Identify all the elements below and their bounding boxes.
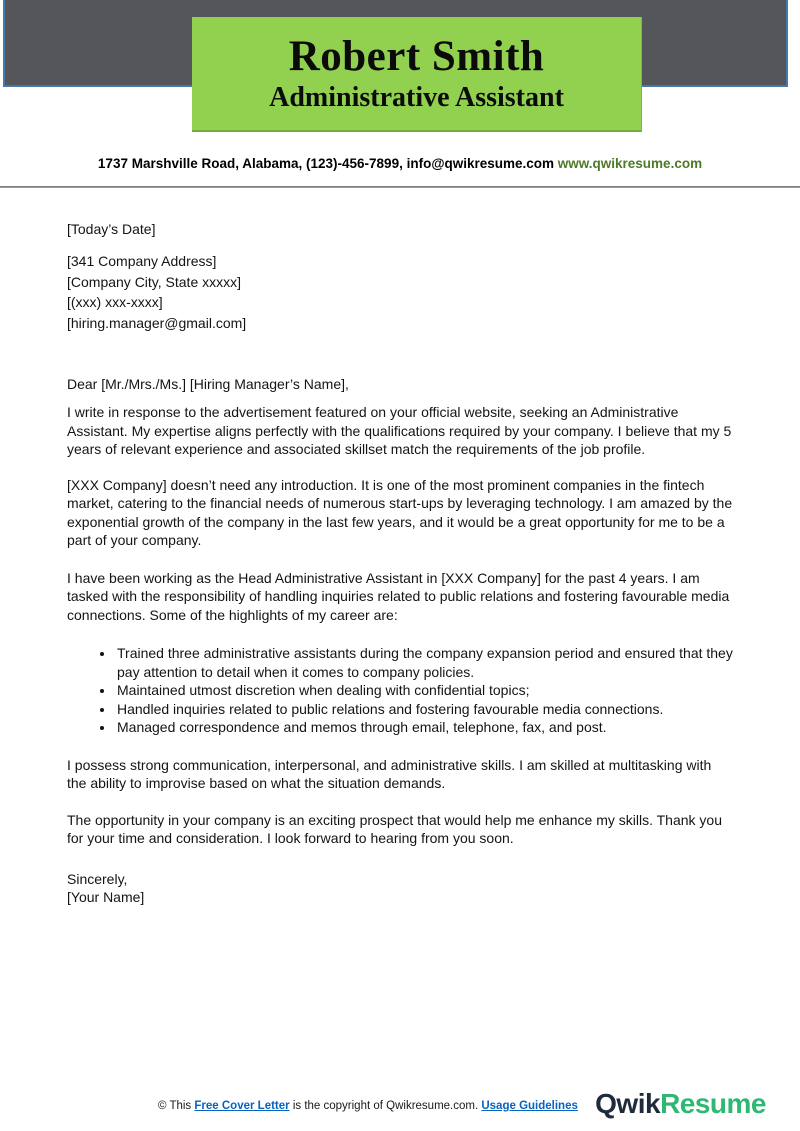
recipient-address-block	[67, 251, 733, 333]
copyright-prefix: © This	[158, 1100, 195, 1112]
qwikresume-logo	[595, 1088, 766, 1120]
person-name: Robert Smith	[288, 32, 545, 80]
address-line: [Company City, State xxxxx]	[67, 273, 242, 290]
list-item: • Maintained utmost discretion when dealing with confidential topics;	[115, 681, 733, 700]
address-line: [(xxx) xxx-xxxx]	[67, 294, 163, 310]
career-highlights-list	[67, 644, 733, 737]
paragraph-company: [XXX Company] doesn’t need any introduction. It is one of the most prominent companies in the fintech market, catering to the financial needs of numerous start-ups by leveraging technology. I am amazed by the exponential growth of the company in the last few years, and it would be a great opportunity for me to be a part of your company.	[67, 476, 733, 548]
salutation: Dear [Mr./Mrs./Ms.] [Hiring Manager’s Name],	[67, 376, 349, 392]
person-job-title: Administrative Assistant	[269, 81, 564, 113]
logo-part-resume: Resume	[660, 1088, 766, 1119]
copyright-line	[158, 1100, 578, 1112]
logo-part-qwik: Qwik	[595, 1088, 661, 1119]
name-plate	[192, 17, 642, 132]
paragraph-experience: I have been working as the Head Administrative Assistant in [XXX Company] for the past 4 years. I am tasked with the responsibility of handling inquiries related to public relations and fostering favourable media connections. Some of the highlights of my career are:	[67, 569, 730, 623]
copyright-middle: is the copyright of Qwikresume.com.	[289, 1100, 482, 1112]
footer	[0, 1088, 800, 1131]
website-link[interactable]: www.qwikresume.com	[557, 156, 703, 171]
contact-line	[0, 156, 800, 171]
letter-body	[67, 219, 733, 907]
free-cover-letter-link[interactable]: Free Cover Letter	[194, 1100, 290, 1112]
header-divider	[0, 186, 800, 188]
paragraph-intro: I write in response to the advertisement featured on your official website, seeking an Administrative Assistant. My expertise aligns perfectly with the qualifications required by your company. I believe that my 5 years of relevant experience and associated skillset match the requirements of the job profile.	[67, 404, 732, 457]
date-placeholder: [Today’s Date]	[67, 221, 156, 237]
contact-text: 1737 Marshville Road, Alabama, (123)-456-7899, info@qwikresume.com	[97, 156, 558, 171]
list-item: • Managed correspondence and memos through email, telephone, fax, and post.	[115, 718, 733, 737]
paragraph-thanks: The opportunity in your company is an exciting prospect that would help me enhance my skills. Thank you for your time and consideration. I look forward to hearing from you soon.	[67, 811, 722, 846]
address-line: [341 Company Address]	[67, 253, 217, 269]
signoff: Sincerely,	[67, 870, 128, 887]
paragraph-skills: I possess strong communication, interpersonal, and administrative skills. I am skilled at multitasking with the ability to improvise based on what the situation demands.	[67, 756, 712, 791]
list-item: • Trained three administrative assistants during the company expansion period and ensured that they pay attention to detail when it comes to company policies.	[115, 644, 733, 681]
list-item: • Handled inquiries related to public relations and fostering favourable media connections.	[115, 700, 733, 719]
signature-placeholder: [Your Name]	[67, 889, 145, 905]
address-line: [hiring.manager@gmail.com]	[67, 314, 247, 331]
usage-guidelines-link[interactable]: Usage Guidelines	[481, 1100, 578, 1112]
